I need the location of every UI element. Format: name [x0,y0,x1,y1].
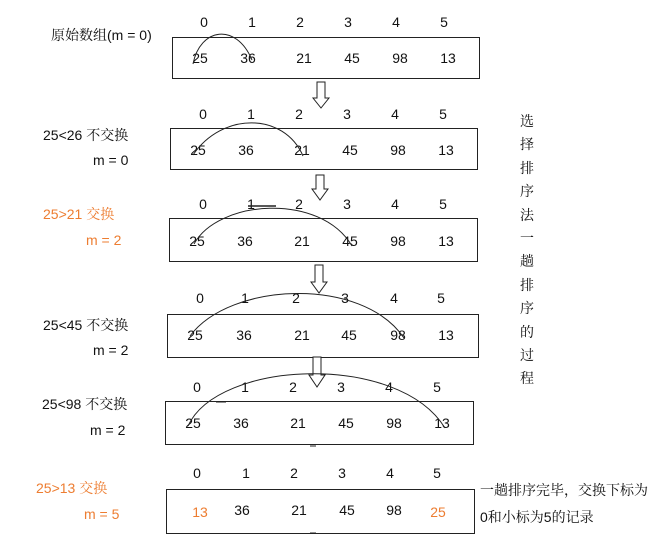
step-3-index-5: 5 [437,290,445,306]
step-5-value-2: 21 [291,502,307,518]
step-4-condition: 25<98 不交换 [42,396,128,412]
step-3-value-2: 21 [294,327,310,343]
step-2-index-0: 0 [199,196,207,212]
step-3-index-4: 4 [390,290,398,306]
step-4-index-1: 1 [241,379,249,395]
step-3-index-2: 2 [292,290,300,306]
step-0-condition: 原始数组(m = 0) [51,27,152,43]
step-1-index-5: 5 [439,106,447,122]
step-3-value-1: 36 [236,327,252,343]
step-5-index-4: 4 [386,465,394,481]
final-note-line-2: 0和小标为5的记录 [480,509,594,525]
step-2-condition: 25>21 交换 [43,206,115,222]
step-5-index-3: 3 [338,465,346,481]
down-arrow-icon [309,357,325,387]
step-5-index-5: 5 [433,465,441,481]
step-4-value-2: 21 [290,415,306,431]
step-3-value-3: 45 [341,327,357,343]
step-1-index-3: 3 [343,106,351,122]
step-3-index-1: 1 [241,290,249,306]
step-1-index-2: 2 [295,106,303,122]
step-4-index-5: 5 [433,379,441,395]
step-5-condition: 25>13 交换 [36,480,108,496]
step-1-value-1: 36 [238,142,254,158]
step-0-value-3: 45 [344,50,360,66]
step-3-index-3: 3 [341,290,349,306]
step-1-index-4: 4 [391,106,399,122]
step-1-value-0: 25 [190,142,206,158]
step-4-m-value: m = 2 [90,422,126,438]
step-1-index-0: 0 [199,106,207,122]
comparison-arc [194,208,352,249]
step-4-value-0: 25 [185,415,201,431]
step-0-index-4: 4 [392,14,400,30]
step-2-value-3: 45 [342,233,358,249]
step-0-value-0: 25 [192,50,208,66]
step-0-value-4: 98 [392,50,408,66]
step-4-value-1: 36 [233,415,249,431]
step-3-value-4: 98 [390,327,406,343]
step-2-value-4: 98 [390,233,406,249]
step-2-value-0: 25 [189,233,205,249]
step-5-value-0: 13 [192,504,208,520]
side-title: 选择排序法一趟排序的过程 [520,113,534,387]
step-0-index-1: 1 [248,14,256,30]
comparison-arc [193,34,252,64]
comparison-arc [190,290,404,338]
step-5-value-4: 98 [386,502,402,518]
step-4-index-2: 2 [289,379,297,395]
step-4-index-4: 4 [385,379,393,395]
step-3-m-value: m = 2 [93,342,129,358]
step-2-value-2: 21 [294,233,310,249]
step-3-value-5: 13 [438,327,454,343]
step-3-value-0: 25 [187,327,203,343]
step-2-index-1: 1 [247,196,255,212]
step-1-condition: 25<26 不交换 [43,127,129,143]
step-3-condition: 25<45 不交换 [43,317,129,333]
step-2-index-4: 4 [391,196,399,212]
step-2-m-value: m = 2 [86,232,122,248]
down-arrow-icon [311,265,327,293]
step-5-value-3: 45 [339,502,355,518]
step-1-value-2: 21 [294,142,310,158]
step-0-value-5: 13 [440,50,456,66]
step-5-index-2: 2 [290,465,298,481]
step-4-value-5: 13 [434,415,450,431]
step-2-index-2: 2 [295,196,303,212]
step-4-value-3: 45 [338,415,354,431]
step-2-index-5: 5 [439,196,447,212]
step-0-index-3: 3 [344,14,352,30]
step-1-index-1: 1 [247,106,255,122]
step-5-value-1: 36 [234,502,250,518]
step-0-value-1: 36 [240,50,256,66]
step-4-index-3: 3 [337,379,345,395]
step-2-value-1: 36 [237,233,253,249]
step-2-value-5: 13 [438,233,454,249]
step-1-value-3: 45 [342,142,358,158]
comparison-arc [193,123,303,156]
down-arrow-icon [313,82,329,108]
step-0-value-2: 21 [296,50,312,66]
step-2-index-3: 3 [343,196,351,212]
down-arrow-icon [312,175,328,200]
step-0-index-2: 2 [296,14,304,30]
step-5-index-0: 0 [193,465,201,481]
step-3-index-0: 0 [196,290,204,306]
step-4-index-0: 0 [193,379,201,395]
step-1-value-4: 98 [390,142,406,158]
step-5-value-5: 25 [430,504,446,520]
final-note-line-1: 一趟排序完毕，交换下标为 [480,482,648,498]
step-1-m-value: m = 0 [93,152,129,168]
step-0-index-5: 5 [440,14,448,30]
step-5-index-1: 1 [242,465,250,481]
step-5-m-value: m = 5 [84,506,120,522]
step-1-value-5: 13 [438,142,454,158]
step-0-index-0: 0 [200,14,208,30]
step-4-value-4: 98 [386,415,402,431]
